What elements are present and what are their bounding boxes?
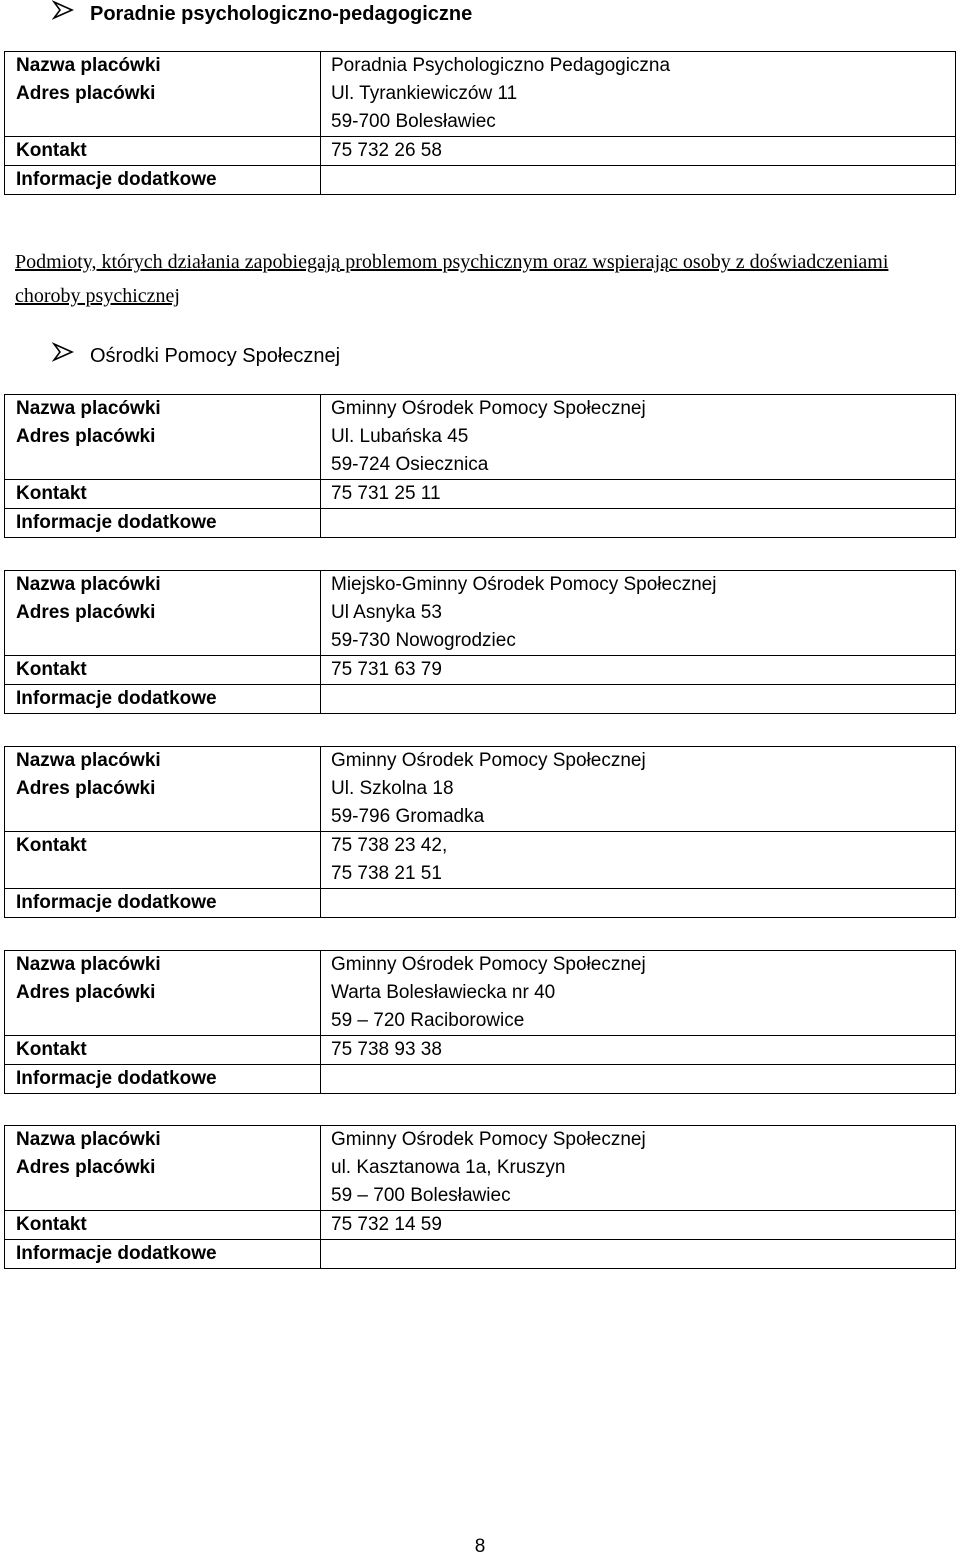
- label-address: Adres placówki: [5, 599, 321, 656]
- label-name: Nazwa placówki: [5, 395, 321, 424]
- label-name: Nazwa placówki: [5, 1126, 321, 1155]
- facility-info: [321, 685, 956, 714]
- label-info: Informacje dodatkowe: [5, 685, 321, 714]
- label-contact: Kontakt: [5, 832, 321, 889]
- facility-address: [321, 775, 956, 832]
- label-name: Nazwa placówki: [5, 747, 321, 776]
- facility-table-1: [4, 51, 956, 195]
- address-line-1: Warta Bolesławiecka nr 40: [331, 982, 556, 1003]
- facility-name: Poradnia Psychologiczno Pedagogiczna: [321, 52, 956, 81]
- contact-line-2: 75 738 21 51: [331, 863, 442, 884]
- label-address: Adres placówki: [5, 423, 321, 480]
- address-line-1: Ul Asnyka 53: [331, 602, 442, 623]
- facility-info: [321, 1240, 956, 1269]
- facility-address: [321, 979, 956, 1036]
- label-name: Nazwa placówki: [5, 52, 321, 81]
- label-contact: Kontakt: [5, 137, 321, 166]
- facility-info: [321, 889, 956, 918]
- label-info: Informacje dodatkowe: [5, 1240, 321, 1269]
- address-line-1: ul. Kasztanowa 1a, Kruszyn: [331, 1157, 566, 1178]
- arrow-bullet-icon: [52, 0, 74, 20]
- label-address: Adres placówki: [5, 80, 321, 137]
- heading-osrodki-text: Ośrodki Pomocy Społecznej: [90, 345, 341, 367]
- address-line-2: 59-724 Osiecznica: [331, 454, 489, 475]
- facility-contact: [321, 1036, 956, 1065]
- facility-contact: [321, 137, 956, 166]
- facility-table-4: [4, 746, 956, 918]
- facility-info: [321, 1065, 956, 1094]
- facility-contact: [321, 656, 956, 685]
- address-line-1: Ul. Lubańska 45: [331, 426, 469, 447]
- facility-info: [321, 166, 956, 195]
- label-contact: Kontakt: [5, 1036, 321, 1065]
- address-line-2: 59-700 Bolesławiec: [331, 111, 496, 132]
- address-line-2: 59 – 700 Bolesławiec: [331, 1185, 511, 1206]
- facility-address: [321, 1154, 956, 1211]
- facility-name: Gminny Ośrodek Pomocy Społecznej: [321, 747, 956, 776]
- label-name: Nazwa placówki: [5, 571, 321, 600]
- label-info: Informacje dodatkowe: [5, 509, 321, 538]
- label-contact: Kontakt: [5, 480, 321, 509]
- label-name: Nazwa placówki: [5, 951, 321, 980]
- address-line-2: 59-796 Gromadka: [331, 806, 485, 827]
- label-address: Adres placówki: [5, 775, 321, 832]
- heading-poradnie-text: Poradnie psychologiczno-pedagogiczne: [90, 3, 473, 25]
- facility-contact: [321, 1211, 956, 1240]
- facility-name: Gminny Ośrodek Pomocy Społecznej: [321, 395, 956, 424]
- heading-poradnie: [52, 0, 472, 26]
- label-info: Informacje dodatkowe: [5, 889, 321, 918]
- facility-table-5: [4, 950, 956, 1094]
- section-title: Podmioty, których działania zapobiegają problemom psychicznym oraz wspierając osoby z doświadczeniami choroby psychicznej: [15, 251, 889, 307]
- facility-table-2: [4, 394, 956, 538]
- facility-contact: [321, 480, 956, 509]
- address-line-1: Ul. Tyrankiewiczów 11: [331, 83, 518, 104]
- contact-line-1: 75 738 23 42,: [331, 835, 448, 856]
- label-info: Informacje dodatkowe: [5, 1065, 321, 1094]
- facility-address: [321, 80, 956, 137]
- facility-name: Gminny Ośrodek Pomocy Społecznej: [321, 951, 956, 980]
- contact-line-1: 75 731 63 79: [331, 659, 442, 680]
- contact-line-1: 75 732 26 58: [331, 140, 442, 161]
- address-line-2: 59-730 Nowogrodziec: [331, 630, 516, 651]
- address-line-2: 59 – 720 Raciborowice: [331, 1010, 525, 1031]
- label-contact: Kontakt: [5, 656, 321, 685]
- facility-table-6: [4, 1125, 956, 1269]
- label-address: Adres placówki: [5, 1154, 321, 1211]
- contact-line-1: 75 731 25 11: [331, 483, 441, 504]
- facility-table-3: [4, 570, 956, 714]
- label-contact: Kontakt: [5, 1211, 321, 1240]
- page-number: 8: [474, 1536, 486, 1557]
- facility-name: Gminny Ośrodek Pomocy Społecznej: [321, 1126, 956, 1155]
- address-line-1: Ul. Szkolna 18: [331, 778, 454, 799]
- label-info: Informacje dodatkowe: [5, 166, 321, 195]
- facility-name: Miejsko-Gminny Ośrodek Pomocy Społecznej: [321, 571, 956, 600]
- arrow-bullet-icon: [52, 342, 74, 362]
- facility-address: [321, 599, 956, 656]
- contact-line-1: 75 738 93 38: [331, 1039, 442, 1060]
- label-address: Adres placówki: [5, 979, 321, 1036]
- heading-osrodki: [52, 342, 340, 368]
- contact-line-1: 75 732 14 59: [331, 1214, 442, 1235]
- facility-address: [321, 423, 956, 480]
- facility-contact: [321, 832, 956, 889]
- facility-info: [321, 509, 956, 538]
